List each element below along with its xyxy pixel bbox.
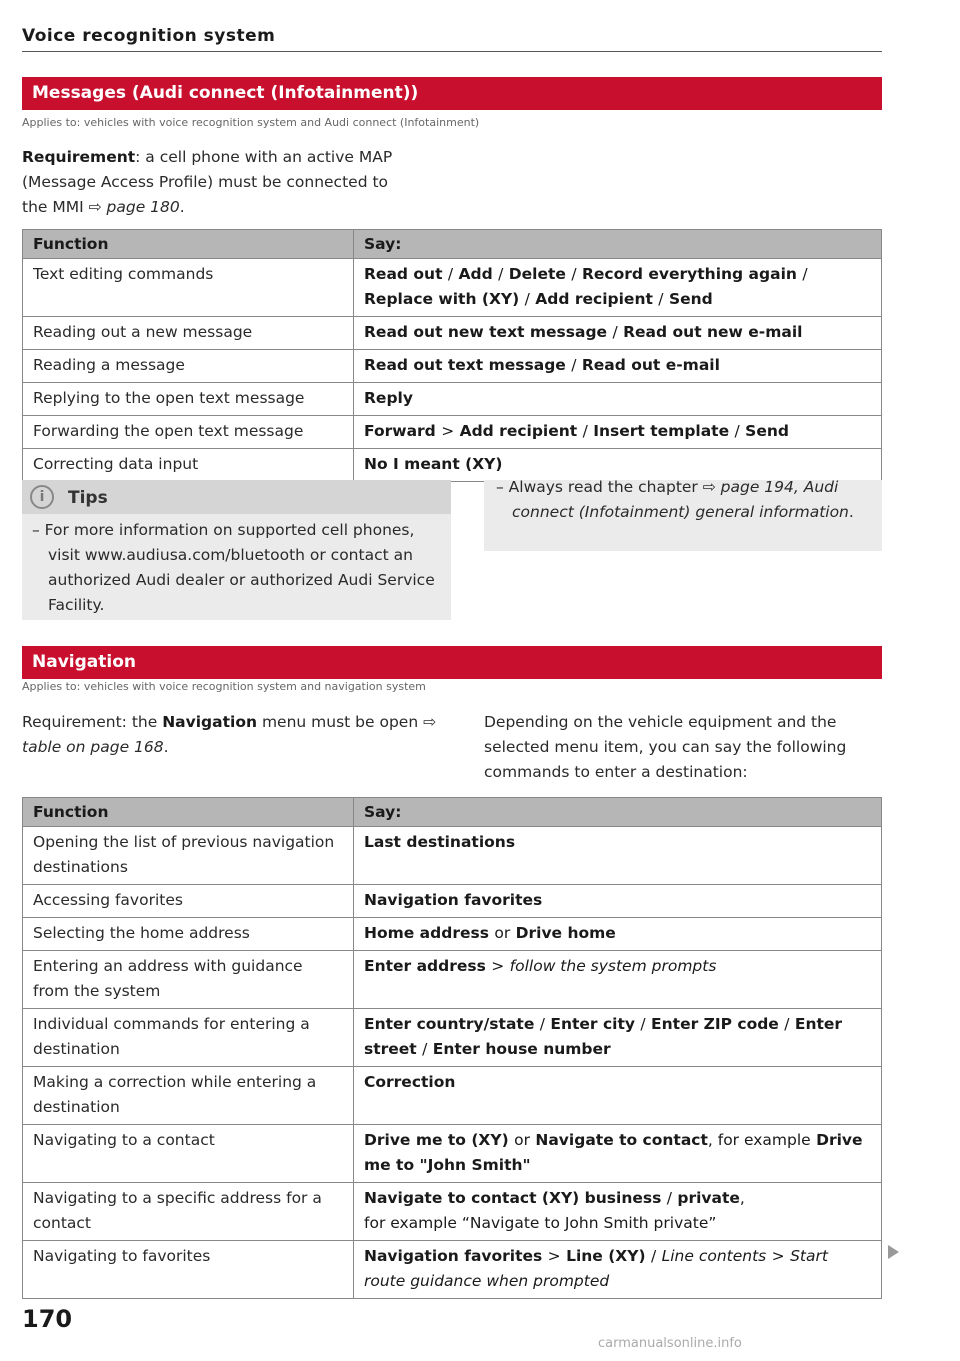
function-cell: Navigating to a specific address for a contact: [23, 1183, 354, 1241]
table-page-168-link[interactable]: ⇨ table on page 168: [22, 713, 437, 756]
say-cell: No I meant (XY): [354, 449, 882, 482]
table-row: [23, 416, 882, 449]
function-cell: Navigating to favorites: [23, 1241, 354, 1299]
navigation-requirement: Requirement: the Navigation menu must be open ⇨ table on page 168.: [22, 713, 437, 756]
info-icon: i: [30, 485, 54, 509]
say-cell: Correction: [354, 1067, 882, 1125]
table-row: [23, 1067, 882, 1125]
page-180-link[interactable]: ⇨ page 180: [88, 198, 180, 216]
navigation-section-banner: Navigation: [22, 646, 882, 679]
navigation-applies-to: Applies to: vehicles with voice recognition system and navigation system: [22, 680, 426, 693]
function-cell: Entering an address with guidance from the system: [23, 951, 354, 1009]
table-row: [23, 885, 882, 918]
say-cell: Read out text message / Read out e-mail: [354, 350, 882, 383]
say-cell: Reply: [354, 383, 882, 416]
say-cell: Read out new text message / Read out new e-mail: [354, 317, 882, 350]
function-cell: Selecting the home address: [23, 918, 354, 951]
function-cell: Reading out a new message: [23, 317, 354, 350]
table-header-row: [23, 230, 882, 259]
tip-item: – For more information on supported cell phones, visit www.audiusa.com/bluetooth or contact an authorized Audi dealer or authorized Audi Service Facility.: [32, 521, 435, 614]
function-cell: Text editing commands: [23, 259, 354, 317]
say-cell: Navigate to contact (XY) business / private, for example “Navigate to John Smith private”: [354, 1183, 882, 1241]
function-cell: Replying to the open text message: [23, 383, 354, 416]
table-row: [23, 259, 882, 317]
table-row: [23, 1125, 882, 1183]
say-cell: Home address or Drive home: [354, 918, 882, 951]
messages-requirement: Requirement: a cell phone with an active MAP (Message Access Profile) must be connected to the MMI ⇨ page 180.: [22, 148, 393, 216]
function-cell: Navigating to a contact: [23, 1125, 354, 1183]
say-cell: Read out / Add / Delete / Record everything again / Replace with (XY) / Add recipient / Send: [354, 259, 882, 317]
table-row: [23, 1009, 882, 1067]
page-header-title: Voice recognition system: [22, 26, 276, 46]
messages-commands-table: [22, 229, 882, 482]
table-header-row: [23, 798, 882, 827]
tip-item: – Always read the chapter ⇨ page 194, Audi connect (Infotainment) general information.: [496, 478, 854, 521]
table-row: [23, 827, 882, 885]
watermark: carmanualsonline.info: [598, 1336, 742, 1351]
say-cell: Enter country/state / Enter city / Enter ZIP code / Enter street / Enter house number: [354, 1009, 882, 1067]
header-divider: [22, 51, 882, 52]
function-cell: Making a correction while entering a destination: [23, 1067, 354, 1125]
page-194-link[interactable]: ⇨ page 194, Audi connect (Infotainment) general information: [512, 478, 849, 521]
messages-applies-to: Applies to: vehicles with voice recognition system and Audi connect (Infotainment): [22, 116, 480, 129]
table-row: [23, 1183, 882, 1241]
table-row: [23, 1241, 882, 1299]
col-function: Function: [23, 230, 354, 259]
function-cell: Forwarding the open text message: [23, 416, 354, 449]
table-row: [23, 350, 882, 383]
tips-title: Tips: [68, 488, 108, 508]
messages-section-banner: Messages (Audi connect (Infotainment)): [22, 77, 882, 110]
function-cell: Accessing favorites: [23, 885, 354, 918]
col-say: Say:: [354, 230, 882, 259]
col-function: Function: [23, 798, 354, 827]
table-row: [23, 951, 882, 1009]
say-cell: Enter address > follow the system prompts: [354, 951, 882, 1009]
navigation-commands-table: [22, 797, 882, 1299]
function-cell: Individual commands for entering a destination: [23, 1009, 354, 1067]
function-cell: Reading a message: [23, 350, 354, 383]
col-say: Say:: [354, 798, 882, 827]
table-row: [23, 383, 882, 416]
say-cell: Forward > Add recipient / Insert template / Send: [354, 416, 882, 449]
table-row: [23, 918, 882, 951]
function-cell: Opening the list of previous navigation destinations: [23, 827, 354, 885]
page-number: 170: [22, 1305, 73, 1333]
say-cell: Last destinations: [354, 827, 882, 885]
continue-arrow-icon: [888, 1245, 899, 1259]
table-row: [23, 317, 882, 350]
say-cell: Drive me to (XY) or Navigate to contact, for example Drive me to "John Smith": [354, 1125, 882, 1183]
function-cell: Correcting data input: [23, 449, 354, 482]
navigation-intro: Depending on the vehicle equipment and the selected menu item, you can say the following commands to enter a destination:: [484, 713, 847, 781]
say-cell: Navigation favorites: [354, 885, 882, 918]
say-cell: Navigation favorites > Line (XY) / Line contents > Start route guidance when prompted: [354, 1241, 882, 1299]
